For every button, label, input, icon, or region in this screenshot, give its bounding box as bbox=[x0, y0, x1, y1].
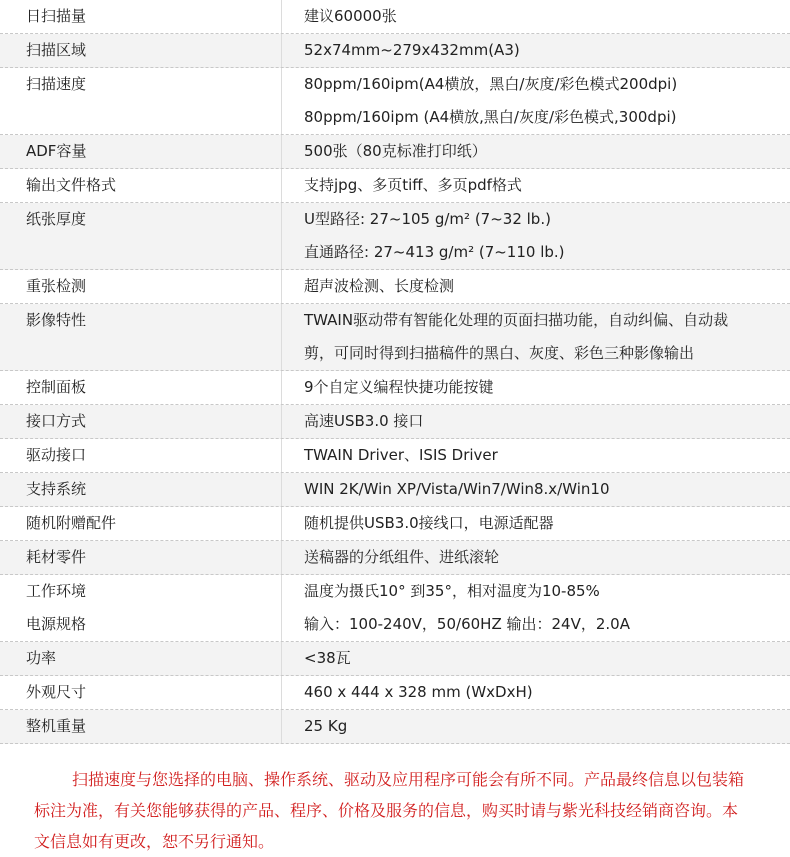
spec-value-text: <38瓦 bbox=[304, 649, 351, 667]
spec-label-text: 工作环境 bbox=[26, 582, 87, 600]
spec-label-text: 支持系统 bbox=[26, 480, 87, 498]
spec-value bbox=[282, 304, 790, 370]
spec-label-text: 整机重量 bbox=[26, 717, 87, 735]
spec-value-text: 温度为摄氏10° 到35°，相对温度为10-85% bbox=[304, 582, 600, 600]
spec-value-text: 80ppm/160ipm (A4横放,黑白/灰度/彩色模式,300dpi) bbox=[304, 108, 677, 126]
spec-value-text: 超声波检测、长度检测 bbox=[304, 277, 455, 295]
spec-label bbox=[0, 541, 282, 574]
spec-label bbox=[0, 710, 282, 743]
spec-value-text: 25 Kg bbox=[304, 717, 348, 735]
spec-value bbox=[282, 676, 790, 709]
spec-label bbox=[0, 371, 282, 404]
spec-row bbox=[0, 34, 790, 68]
spec-value bbox=[282, 203, 790, 269]
spec-label bbox=[0, 507, 282, 540]
spec-label-text: 日扫描量 bbox=[26, 7, 87, 25]
spec-value bbox=[282, 439, 790, 472]
spec-value-text: 建议60000张 bbox=[304, 7, 397, 25]
spec-value-text: TWAIN驱动带有智能化处理的页面扫描功能，自动纠偏、自动裁 bbox=[304, 311, 729, 329]
spec-row bbox=[0, 405, 790, 439]
spec-value-text: 500张（80克标准打印纸） bbox=[304, 142, 487, 160]
spec-label bbox=[0, 304, 282, 370]
spec-label-text: ADF容量 bbox=[26, 142, 87, 160]
spec-label-text: 控制面板 bbox=[26, 378, 87, 396]
spec-value-text: 支持jpg、多页tiff、多页pdf格式 bbox=[304, 176, 522, 194]
spec-value-text: 52x74mm~279x432mm(A3) bbox=[304, 41, 520, 59]
spec-label bbox=[0, 676, 282, 709]
spec-value bbox=[282, 405, 790, 438]
spec-value bbox=[282, 507, 790, 540]
spec-label bbox=[0, 405, 282, 438]
spec-value-text: WIN 2K/Win XP/Vista/Win7/Win8.x/Win10 bbox=[304, 480, 610, 498]
spec-value-text: 送稿器的分纸组件、进纸滚轮 bbox=[304, 548, 500, 566]
spec-label-text: 电源规格 bbox=[26, 615, 87, 633]
spec-value-text: 80ppm/160ipm(A4横放，黑白/灰度/彩色模式200dpi) bbox=[304, 75, 678, 93]
spec-label bbox=[0, 575, 282, 641]
spec-value bbox=[282, 575, 790, 641]
spec-value bbox=[282, 371, 790, 404]
spec-row bbox=[0, 68, 790, 135]
disclaimer-note: 扫描速度与您选择的电脑、操作系统、驱动及应用程序可能会有所不同。产品最终信息以包装箱标注为准，有关您能够获得的产品、程序、价格及服务的信息，购买时请与紫光科技经销商咨询。本文信息如有更改，恕不另行通知。 bbox=[34, 770, 745, 851]
spec-row bbox=[0, 439, 790, 473]
spec-label-text: 纸张厚度 bbox=[26, 210, 87, 228]
spec-label bbox=[0, 0, 282, 33]
spec-value bbox=[282, 169, 790, 202]
spec-value bbox=[282, 68, 790, 134]
spec-value bbox=[282, 270, 790, 303]
spec-row bbox=[0, 507, 790, 541]
spec-value-text: 随机提供USB3.0接线口，电源适配器 bbox=[304, 514, 554, 532]
spec-value-text: TWAIN Driver、ISIS Driver bbox=[304, 446, 498, 464]
spec-label bbox=[0, 169, 282, 202]
spec-value-text: 460 x 444 x 328 mm (WxDxH) bbox=[304, 683, 533, 701]
spec-label-text: 功率 bbox=[26, 649, 57, 667]
spec-label-text: 影像特性 bbox=[26, 311, 87, 329]
spec-value-text: 剪，可同时得到扫描稿件的黑白、灰度、彩色三种影像输出 bbox=[304, 344, 695, 362]
spec-label bbox=[0, 439, 282, 472]
spec-value bbox=[282, 642, 790, 675]
spec-value-text: 直通路径: 27~413 g/m² (7~110 lb.) bbox=[304, 243, 565, 261]
spec-row bbox=[0, 575, 790, 642]
spec-row bbox=[0, 710, 790, 744]
spec-label bbox=[0, 203, 282, 269]
spec-label-text: 外观尺寸 bbox=[26, 683, 87, 701]
spec-label-text: 接口方式 bbox=[26, 412, 87, 430]
spec-value bbox=[282, 34, 790, 67]
spec-row bbox=[0, 473, 790, 507]
spec-row bbox=[0, 541, 790, 575]
spec-row bbox=[0, 169, 790, 203]
spec-label-text: 重张检测 bbox=[26, 277, 87, 295]
spec-row bbox=[0, 270, 790, 304]
spec-label-text: 驱动接口 bbox=[26, 446, 87, 464]
spec-row bbox=[0, 371, 790, 405]
spec-label bbox=[0, 473, 282, 506]
spec-label-text: 随机附赠配件 bbox=[26, 514, 117, 532]
spec-value bbox=[282, 710, 790, 743]
spec-value bbox=[282, 473, 790, 506]
spec-label bbox=[0, 270, 282, 303]
spec-row bbox=[0, 676, 790, 710]
spec-value bbox=[282, 135, 790, 168]
spec-row bbox=[0, 0, 790, 34]
spec-value bbox=[282, 0, 790, 33]
spec-row bbox=[0, 304, 790, 371]
spec-row bbox=[0, 203, 790, 270]
spec-label bbox=[0, 34, 282, 67]
spec-label bbox=[0, 642, 282, 675]
spec-label-text: 扫描区域 bbox=[26, 41, 87, 59]
spec-value-text: U型路径: 27~105 g/m² (7~32 lb.) bbox=[304, 210, 551, 228]
spec-label bbox=[0, 135, 282, 168]
spec-label-text: 扫描速度 bbox=[26, 75, 87, 93]
spec-row bbox=[0, 135, 790, 169]
spec-value bbox=[282, 541, 790, 574]
spec-label-text: 输出文件格式 bbox=[26, 176, 117, 194]
spec-label-text: 耗材零件 bbox=[26, 548, 87, 566]
spec-value-text: 9个自定义编程快捷功能按键 bbox=[304, 378, 494, 396]
spec-value-text: 输入：100-240V，50/60HZ 输出：24V，2.0A bbox=[304, 615, 630, 633]
spec-label bbox=[0, 68, 282, 134]
spec-row bbox=[0, 642, 790, 676]
spec-value-text: 高速USB3.0 接口 bbox=[304, 412, 424, 430]
